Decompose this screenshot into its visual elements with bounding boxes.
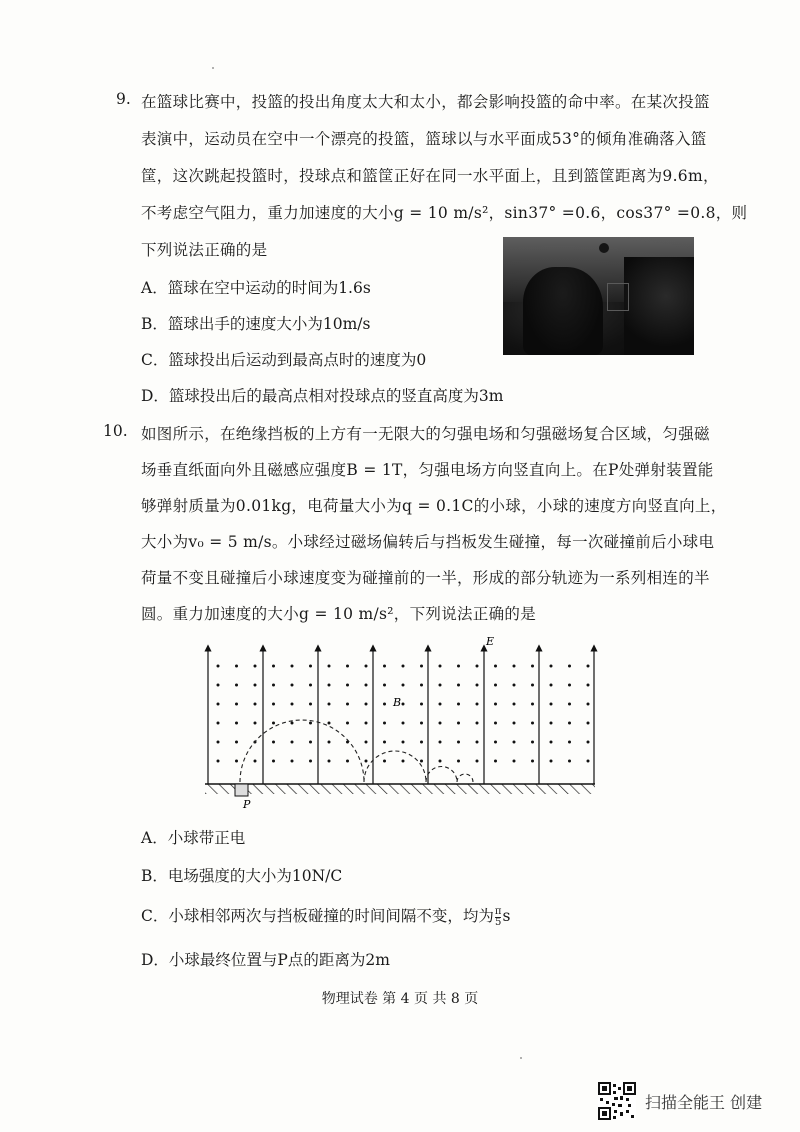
b-field-dot bbox=[328, 722, 331, 725]
q9-option-b: B．篮球出手的速度大小为10m/s bbox=[141, 315, 371, 333]
b-field-dot bbox=[402, 741, 405, 744]
b-field-dot bbox=[402, 703, 405, 706]
b-field-dot bbox=[383, 760, 386, 763]
b-field-dot bbox=[587, 703, 590, 706]
b-field-dot bbox=[291, 722, 294, 725]
label-p: P bbox=[243, 798, 251, 810]
q9-stem-line-1: 在篮球比赛中，投篮的投出角度太大和太小，都会影响投篮的命中率。在某次投篮 bbox=[141, 93, 710, 111]
b-field-dot bbox=[254, 760, 257, 763]
question-9-number: 9. bbox=[116, 90, 131, 108]
b-field-dot bbox=[550, 665, 553, 668]
b-field-dot bbox=[272, 703, 275, 706]
b-field-dot bbox=[235, 722, 238, 725]
q9-stem-line-2: 表演中，运动员在空中一个漂亮的投篮，篮球以与水平面成53°的倾角准确落入篮 bbox=[141, 130, 707, 148]
b-field-dot bbox=[550, 684, 553, 687]
b-field-dot bbox=[494, 760, 497, 763]
b-field-dot bbox=[291, 760, 294, 763]
b-field-dot bbox=[309, 722, 312, 725]
q10-stem-line-1: 如图所示，在绝缘挡板的上方有一无限大的匀强电场和匀强磁场复合区域，匀强磁 bbox=[141, 425, 710, 443]
b-field-dot bbox=[439, 760, 442, 763]
b-field-dot bbox=[457, 722, 460, 725]
b-field-dot bbox=[531, 684, 534, 687]
b-field-dot bbox=[420, 665, 423, 668]
b-field-dot bbox=[568, 703, 571, 706]
b-field-dot bbox=[272, 760, 275, 763]
b-field-dot bbox=[513, 722, 516, 725]
label-e: E bbox=[486, 635, 495, 648]
b-field-dot bbox=[383, 684, 386, 687]
b-field-dot bbox=[365, 741, 368, 744]
b-field-dot bbox=[217, 703, 220, 706]
q10-option-c-text: C．小球相邻两次与挡板碰撞的时间间隔不变，均为 bbox=[141, 907, 494, 925]
b-field-dot bbox=[420, 722, 423, 725]
q10-option-b: B．电场强度的大小为10N/C bbox=[141, 867, 343, 885]
b-field-dot bbox=[531, 703, 534, 706]
q9-stem-line-4: 不考虑空气阻力，重力加速度的大小g = 10 m/s²，sin37° =0.6，cos37° =0.8，则 bbox=[141, 204, 748, 222]
b-field-dot bbox=[531, 722, 534, 725]
b-field-dot bbox=[494, 703, 497, 706]
b-field-dot bbox=[272, 684, 275, 687]
b-field-dot bbox=[346, 703, 349, 706]
b-field-dot bbox=[494, 665, 497, 668]
b-field-dot bbox=[402, 665, 405, 668]
b-field-dot bbox=[383, 741, 386, 744]
b-field-dot bbox=[587, 722, 590, 725]
b-field-dot bbox=[254, 684, 257, 687]
q10-stem-line-2: 场垂直纸面向外且磁感应强度B = 1T，匀强电场方向竖直向上。在P处弹射装置能 bbox=[141, 461, 714, 479]
scanner-watermark: 扫描全能王 创建 bbox=[645, 1093, 763, 1112]
q9-stem-line-3: 筐，这次跳起投篮时，投球点和篮筐正好在同一水平面上，且到篮筐距离为9.6m， bbox=[141, 167, 719, 185]
scan-speck bbox=[212, 67, 214, 69]
q10-stem-line-4: 大小为v₀ = 5 m/s。小球经过磁场偏转后与挡板发生碰撞，每一次碰撞前后小球电 bbox=[141, 533, 715, 551]
qr-code-icon bbox=[598, 1082, 636, 1120]
b-field-dot bbox=[328, 760, 331, 763]
q10-option-a: A．小球带正电 bbox=[141, 829, 246, 847]
q10-stem-line-5: 荷量不变且碰撞后小球速度变为碰撞前的一半，形成的部分轨迹为一系列相连的半 bbox=[141, 569, 710, 587]
b-field-dot bbox=[346, 760, 349, 763]
q9-stem-line-5: 下列说法正确的是 bbox=[141, 241, 268, 259]
b-field-dot bbox=[365, 760, 368, 763]
b-field-dot bbox=[309, 665, 312, 668]
q9-option-d: D．篮球投出后的最高点相对投球点的竖直高度为3m bbox=[141, 387, 504, 405]
b-field-dot bbox=[457, 665, 460, 668]
magnetic-field-dots bbox=[217, 665, 590, 763]
b-field-dot bbox=[235, 665, 238, 668]
b-field-dot bbox=[587, 760, 590, 763]
q10-option-c bbox=[141, 904, 510, 928]
b-field-dot bbox=[365, 665, 368, 668]
frac-unit: s bbox=[502, 907, 511, 925]
b-field-dot bbox=[235, 684, 238, 687]
q9-option-c: C．篮球投出后运动到最高点时的速度为0 bbox=[141, 351, 427, 369]
b-field-dot bbox=[309, 703, 312, 706]
b-field-dot bbox=[439, 703, 442, 706]
b-field-dot bbox=[309, 684, 312, 687]
b-field-dot bbox=[217, 760, 220, 763]
field-diagram bbox=[200, 630, 600, 810]
b-field-dot bbox=[235, 760, 238, 763]
scan-speck bbox=[520, 1057, 522, 1059]
b-field-dot bbox=[439, 741, 442, 744]
b-field-dot bbox=[272, 741, 275, 744]
b-field-dot bbox=[531, 665, 534, 668]
b-field-dot bbox=[420, 741, 423, 744]
b-field-dot bbox=[309, 760, 312, 763]
b-field-dot bbox=[531, 760, 534, 763]
b-field-dot bbox=[587, 741, 590, 744]
b-field-dot bbox=[272, 665, 275, 668]
b-field-dot bbox=[531, 741, 534, 744]
b-field-dot bbox=[420, 703, 423, 706]
electric-field-lines bbox=[208, 648, 594, 784]
b-field-dot bbox=[291, 665, 294, 668]
basketball-icon bbox=[599, 243, 609, 253]
b-field-dot bbox=[291, 741, 294, 744]
b-field-dot bbox=[217, 665, 220, 668]
b-field-dot bbox=[402, 722, 405, 725]
b-field-dot bbox=[550, 741, 553, 744]
b-field-dot bbox=[568, 684, 571, 687]
b-field-dot bbox=[550, 703, 553, 706]
b-field-dot bbox=[346, 665, 349, 668]
b-field-dot bbox=[513, 703, 516, 706]
b-field-dot bbox=[365, 722, 368, 725]
b-field-dot bbox=[291, 684, 294, 687]
b-field-dot bbox=[476, 722, 479, 725]
b-field-dot bbox=[476, 684, 479, 687]
b-field-dot bbox=[328, 665, 331, 668]
b-field-dot bbox=[494, 684, 497, 687]
b-field-dot bbox=[568, 741, 571, 744]
launcher-p bbox=[235, 784, 248, 796]
b-field-dot bbox=[568, 760, 571, 763]
b-field-dot bbox=[568, 722, 571, 725]
q10-option-d: D．小球最终位置与P点的距离为2m bbox=[141, 951, 390, 969]
b-field-dot bbox=[439, 722, 442, 725]
b-field-dot bbox=[402, 684, 405, 687]
b-field-dot bbox=[328, 684, 331, 687]
b-field-dot bbox=[272, 722, 275, 725]
b-field-dot bbox=[328, 703, 331, 706]
b-field-dot bbox=[513, 741, 516, 744]
b-field-dot bbox=[550, 760, 553, 763]
b-field-dot bbox=[217, 684, 220, 687]
b-field-dot bbox=[513, 665, 516, 668]
question-10-number: 10. bbox=[103, 422, 128, 440]
label-b: B bbox=[393, 696, 402, 709]
b-field-dot bbox=[383, 722, 386, 725]
b-field-dot bbox=[513, 684, 516, 687]
b-field-dot bbox=[587, 684, 590, 687]
b-field-dot bbox=[494, 741, 497, 744]
basketball-photo bbox=[503, 237, 694, 355]
b-field-dot bbox=[476, 665, 479, 668]
b-field-dot bbox=[309, 741, 312, 744]
b-field-dot bbox=[439, 684, 442, 687]
b-field-dot bbox=[476, 741, 479, 744]
b-field-dot bbox=[254, 722, 257, 725]
b-field-dot bbox=[365, 684, 368, 687]
b-field-dot bbox=[402, 760, 405, 763]
b-field-dot bbox=[587, 665, 590, 668]
frac-numerator: π bbox=[494, 905, 502, 917]
insulating-barrier-hatch bbox=[205, 784, 595, 794]
b-field-dot bbox=[235, 741, 238, 744]
b-field-dot bbox=[346, 684, 349, 687]
b-field-dot bbox=[513, 760, 516, 763]
frac-denominator: 5 bbox=[494, 916, 502, 928]
b-field-dot bbox=[346, 722, 349, 725]
b-field-dot bbox=[568, 665, 571, 668]
q10-stem-line-6: 圆。重力加速度的大小g = 10 m/s²，下列说法正确的是 bbox=[141, 605, 537, 623]
b-field-dot bbox=[217, 741, 220, 744]
b-field-dot bbox=[365, 703, 368, 706]
b-field-dot bbox=[439, 665, 442, 668]
b-field-dot bbox=[494, 722, 497, 725]
b-field-dot bbox=[291, 703, 294, 706]
b-field-dot bbox=[476, 760, 479, 763]
b-field-dot bbox=[420, 684, 423, 687]
b-field-dot bbox=[457, 741, 460, 744]
page-footer: 物理试卷 第 4 页 共 8 页 bbox=[321, 991, 479, 1007]
b-field-dot bbox=[328, 741, 331, 744]
b-field-dot bbox=[550, 722, 553, 725]
b-field-dot bbox=[254, 703, 257, 706]
pi-over-5-fraction bbox=[495, 907, 502, 928]
b-field-dot bbox=[217, 722, 220, 725]
b-field-dot bbox=[476, 703, 479, 706]
b-field-dot bbox=[420, 760, 423, 763]
b-field-dot bbox=[235, 703, 238, 706]
b-field-dot bbox=[457, 703, 460, 706]
b-field-dot bbox=[254, 665, 257, 668]
b-field-dot bbox=[457, 684, 460, 687]
b-field-dot bbox=[383, 665, 386, 668]
q9-option-a: A．篮球在空中运动的时间为1.6s bbox=[141, 279, 371, 297]
ball-trajectory bbox=[240, 720, 473, 782]
b-field-dot bbox=[383, 703, 386, 706]
q10-stem-line-3: 够弹射质量为0.01kg，电荷量大小为q = 0.1C的小球，小球的速度方向竖直向上， bbox=[141, 497, 727, 515]
b-field-dot bbox=[457, 760, 460, 763]
